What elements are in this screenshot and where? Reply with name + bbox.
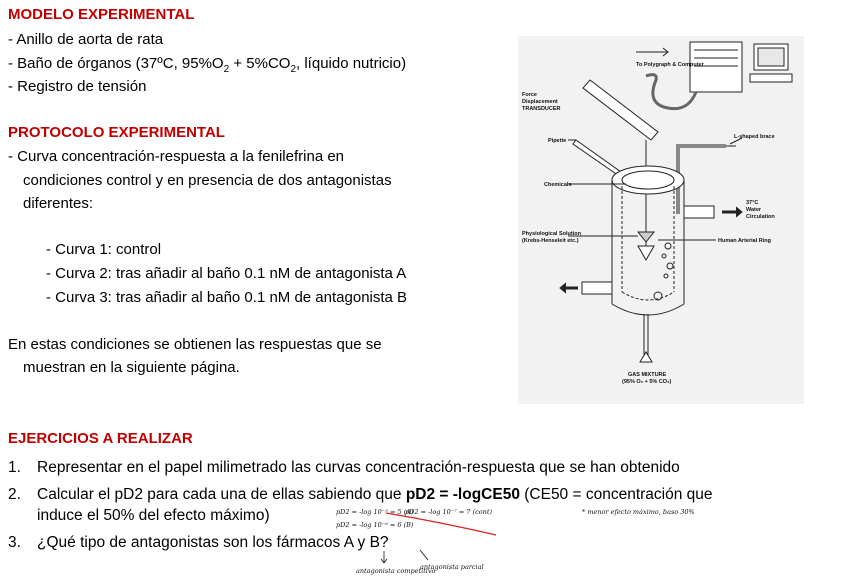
handwritten-note: antagonista competitivo [356, 567, 436, 575]
exercise-item-2 [8, 486, 713, 504]
bath-top [612, 166, 684, 194]
handwritten-arrow [381, 551, 387, 563]
protocol-intro-line: diferentes: [23, 195, 94, 212]
exercise-text: Calcular el pD2 para cada una de ellas sabiendo que [37, 486, 406, 503]
diagram-background [518, 36, 804, 404]
solution-label: (Krebs-Henseleit etc.) [522, 238, 579, 244]
water-port-top [684, 206, 714, 218]
formula-bold: pD2 = -logCE50 [405, 486, 520, 503]
protocol-title: PROTOCOLO EXPERIMENTAL [8, 124, 225, 141]
curve-item: - Curva 3: tras añadir al baño 0.1 nM de antagonista B [46, 289, 408, 306]
model-item-tension: - Registro de tensión [8, 78, 147, 95]
handwritten-note: antagonista parcial [420, 563, 484, 571]
ring-label: Human Arterial Ring [718, 238, 771, 244]
bath-text-mid: + 5%CO [229, 55, 291, 72]
gas-label: GAS MIXTURE [628, 372, 667, 378]
bath-text-suffix: , líquido nutricio) [296, 55, 407, 72]
exercise-number: 1. [8, 459, 21, 476]
water-label: Water [746, 207, 762, 213]
conclusion-line: En estas condiciones se obtienen las respuestas que se [8, 336, 382, 353]
transducer-label: Force [522, 92, 537, 98]
bath-text-prefix: - Baño de órganos (37ºC, 95%O [8, 55, 224, 72]
exercises-title: EJERCICIOS A REALIZAR [8, 430, 193, 447]
polygraph-label: To Polygraph & Computer [636, 62, 704, 68]
exercise-item-1 [8, 459, 680, 477]
exercise-text-post: (CE50 = concentración que [519, 486, 713, 503]
water-label: 37°C [746, 200, 759, 206]
transducer-label: Displacement [522, 99, 558, 105]
curve-item: - Curva 1: control [46, 241, 162, 258]
pipette-label: Pipette [548, 138, 567, 144]
exercise-item-2-cont: induce el 50% del efecto máximo) [37, 507, 270, 524]
curve-item: - Curva 2: tras añadir al baño 0.1 nM de antagonista A [46, 265, 407, 282]
handwritten-note: * menor efecto máximo, baso 30% [582, 508, 695, 516]
model-item-ring: - Anillo de aorta de rata [8, 31, 164, 48]
handwritten-note: pD2 = -log 10⁻⁶ = 6 (B) [336, 521, 414, 529]
exercise-text: ¿Qué tipo de antagonistas son los fármacos A y B? [37, 534, 389, 551]
exercise-text: Representar en el papel milimetrado las curvas concentración-respuesta que se han obtenido [37, 459, 680, 476]
exercise-number: 3. [8, 534, 21, 551]
conclusion-line: muestran en la siguiente página. [23, 359, 240, 376]
transducer-label: TRANSDUCER [522, 106, 561, 112]
protocol-intro-line: - Curva concentración-respuesta a la fenilefrina en [8, 148, 345, 165]
bath-sub-co2: 2 [290, 64, 297, 75]
exercise-item-3 [8, 534, 389, 552]
handwritten-note: pD2 = -log 10⁻⁵ = 5 (A) [336, 508, 414, 516]
water-label: Circulation [746, 214, 775, 220]
chemicals-label: Chemicals [544, 182, 572, 188]
bath-sub-o2: 2 [223, 64, 230, 75]
keyboard-icon [750, 74, 792, 82]
organ-bath-diagram [518, 36, 804, 404]
solution-label: Physiological Solution [522, 231, 581, 237]
brace-label: L-shaped brace [734, 134, 775, 140]
handwritten-note: pD2 = -log 10⁻⁷ = 7 (cont) [405, 508, 493, 516]
gas-label: (95% O₂ + 5% CO₂) [622, 379, 672, 385]
model-item-bath [8, 55, 406, 75]
protocol-intro-line: condiciones control y en presencia de dos antagonistas [23, 172, 392, 189]
exercise-number: 2. [8, 486, 21, 503]
handwritten-arrow [420, 550, 428, 560]
model-title: MODELO EXPERIMENTAL [8, 6, 195, 23]
water-port-bottom [582, 282, 612, 294]
